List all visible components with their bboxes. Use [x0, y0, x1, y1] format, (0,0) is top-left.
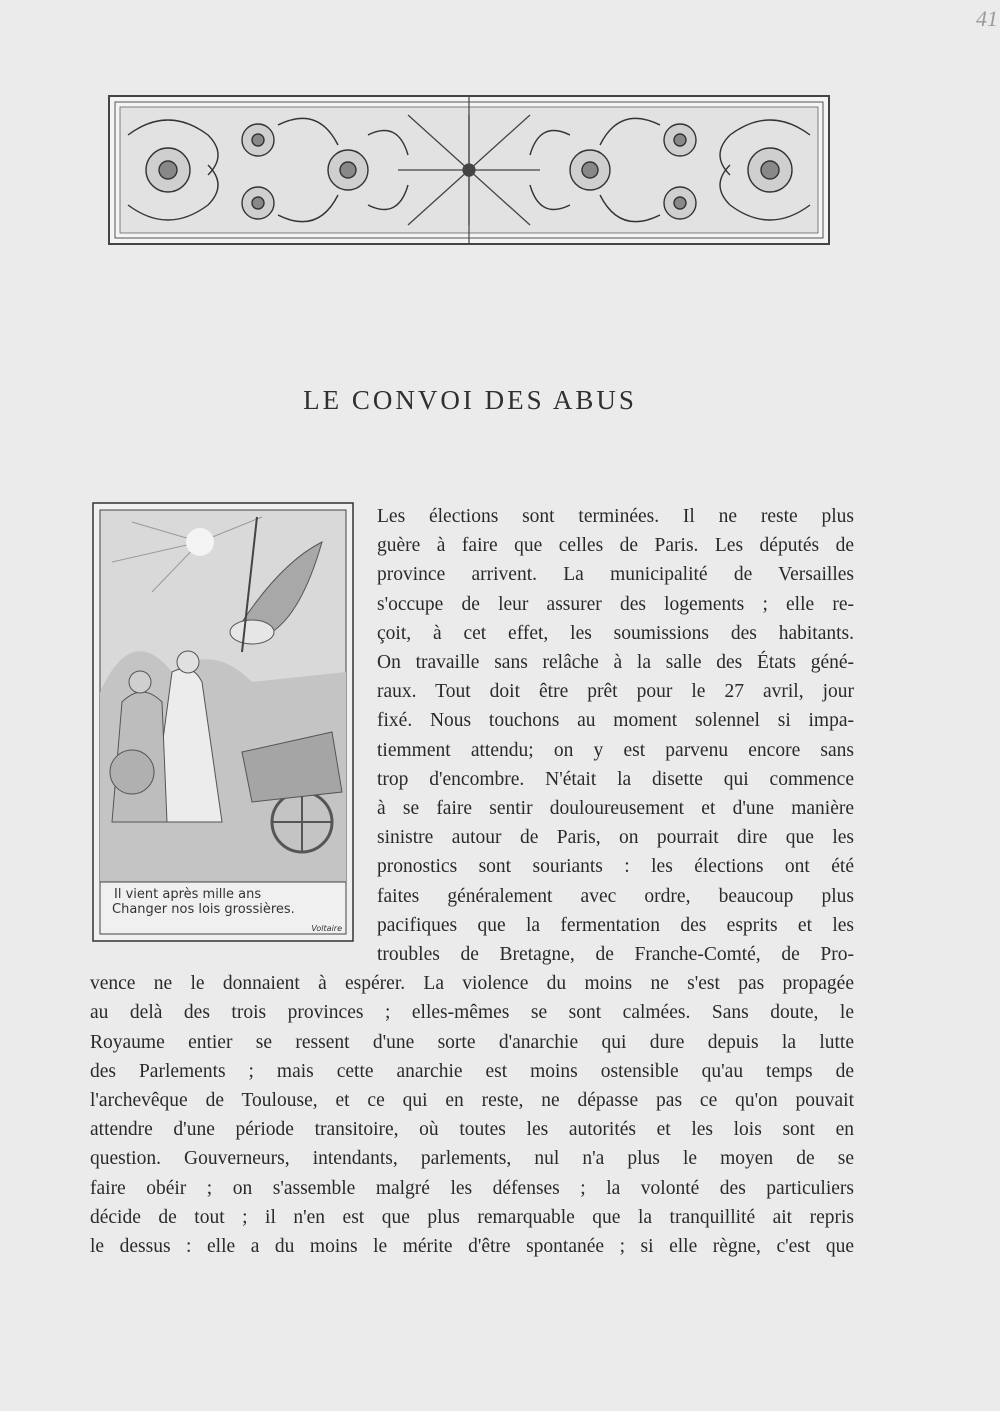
body-line: On travaille sans relâche à la salle des États géné-: [377, 652, 854, 673]
body-line: Royaume entier se ressent d'une sorte d'anarchie qui dure depuis la lutte: [90, 1031, 854, 1053]
body-line: raux. Tout doit être prêt pour le 27 avril, jour: [377, 681, 854, 703]
body-line: troubles de Bretagne, de Franche-Comté, de Pro-: [377, 944, 854, 965]
body-line: guère à faire que celles de Paris. Les députés de: [377, 535, 854, 557]
body-line: faites généralement avec ordre, beaucoup plus: [377, 885, 854, 907]
body-line: fixé. Nous touchons au moment solennel si impa-: [377, 710, 854, 732]
body-line: décide de tout ; il n'en est que plus remarquable que la tranquillité ait repris: [90, 1206, 854, 1228]
caption-line-2: Changer nos lois grossières.: [112, 902, 295, 917]
body-line: vence ne le donnaient à espérer. La violence du moins ne s'est pas propagée: [90, 973, 854, 995]
body-line: attendre d'une période transitoire, où toutes les autorités et les lois sont en: [90, 1119, 854, 1141]
body-line: l'archevêque de Toulouse, et ce qui en reste, ne dépasse pas ce qu'on pouvait: [90, 1090, 854, 1111]
body-line: sinistre autour de Paris, on pourrait dire que les: [377, 827, 854, 849]
body-line: Les élections sont terminées. Il ne reste plus: [377, 506, 854, 527]
body-line: çoit, à cet effet, les soumissions des habitants.: [377, 622, 854, 644]
ornamental-headpiece: [108, 95, 830, 245]
body-line: province arrivent. La municipalité de Versailles: [377, 564, 854, 586]
body-line: au delà des trois provinces ; elles-mêmes se sont calmées. Sans doute, le: [90, 1002, 854, 1024]
body-line: pronostics sont souriants : les élections ont été: [377, 856, 854, 878]
body-line: s'occupe de leur assurer des logements ; elle re-: [377, 593, 854, 615]
body-line: à se faire sentir douloureusement et d'une manière: [377, 798, 854, 819]
caption-line-1: Il vient après mille ans: [114, 887, 262, 902]
body-line: question. Gouverneurs, intendants, parlements, nul n'a plus le moyen de se: [90, 1148, 854, 1170]
caption-author: Voltaire: [311, 924, 342, 933]
body-line: tiemment attendu; on y est parvenu encore sans: [377, 739, 854, 761]
body-line: pacifiques que la fermentation des esprits et les: [377, 914, 854, 936]
engraving-plate: [92, 502, 354, 942]
body-line: faire obéir ; on s'assemble malgré les défenses ; la volonté des particuliers: [90, 1177, 854, 1199]
body-line: trop d'encombre. N'était la disette qui commence: [377, 768, 854, 790]
body-line: des Parlements ; mais cette anarchie est moins ostensible qu'au temps de: [90, 1060, 854, 1082]
chapter-title: LE CONVOI DES ABUS: [303, 385, 637, 415]
body-line: le dessus : elle a du moins le mérite d'être spontanée ; si elle règne, c'est que: [90, 1236, 854, 1257]
plate-caption: [102, 887, 344, 933]
page-number: 41: [976, 6, 998, 31]
